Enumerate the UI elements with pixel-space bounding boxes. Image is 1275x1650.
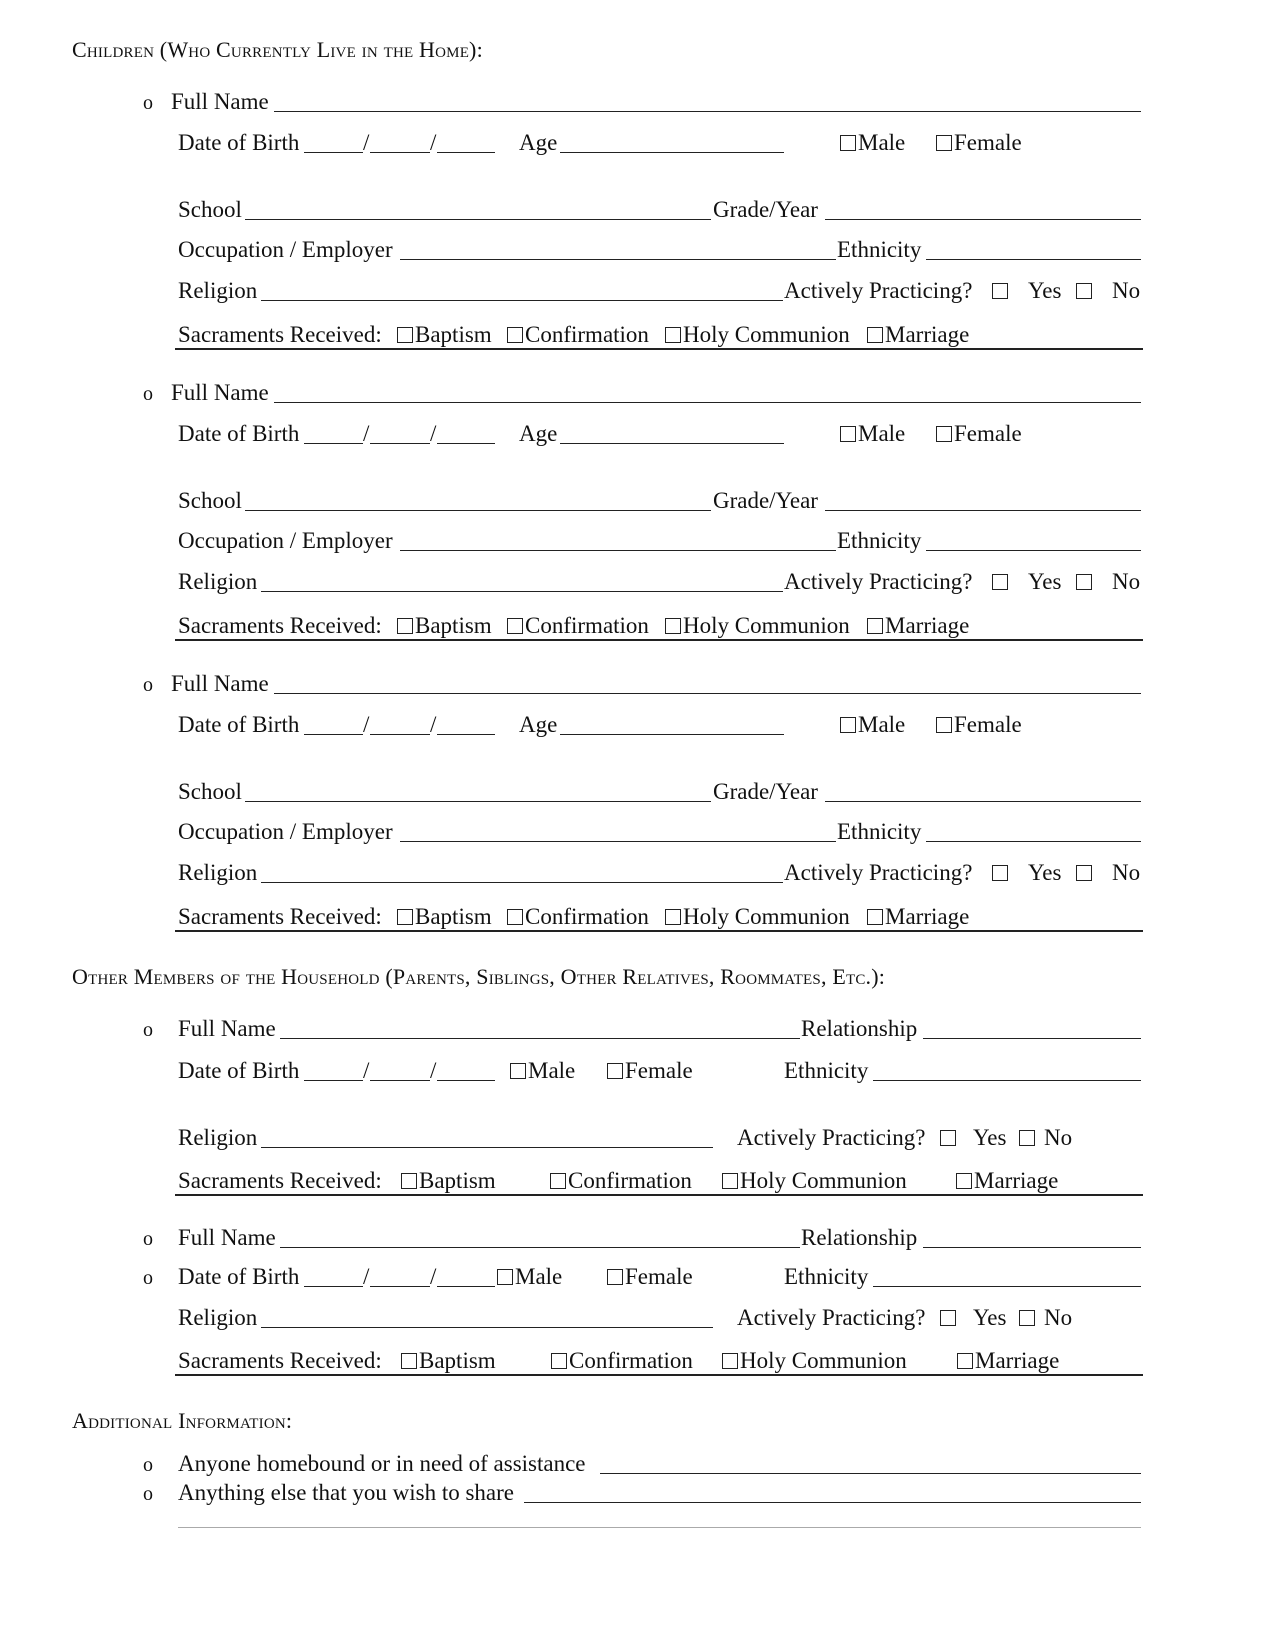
household-2-dob-day-field[interactable] xyxy=(370,1286,430,1287)
checkbox-icon[interactable] xyxy=(722,1353,738,1369)
child-2-communion-checkbox[interactable] xyxy=(665,614,850,637)
household-2-confirmation-checkbox-label: Confirmation xyxy=(569,1348,693,1373)
child-1-occupation-label: Occupation / Employer xyxy=(178,237,393,262)
household-1-dob-month-field[interactable] xyxy=(304,1080,363,1081)
child-3-baptism-checkbox-label: Baptism xyxy=(415,904,492,929)
household-2-no-label: No xyxy=(1044,1305,1073,1330)
child-2-religion-label: Religion xyxy=(178,569,258,594)
child-2-female-checkbox-label: Female xyxy=(954,421,1022,446)
child-1-marriage-checkbox-label: Marriage xyxy=(885,322,970,347)
child-1-male-checkbox[interactable] xyxy=(840,131,905,154)
bullet-circle-icon: o xyxy=(143,383,153,405)
checkbox-icon[interactable] xyxy=(607,1269,623,1285)
child-3-school-label: School xyxy=(178,779,242,804)
child-2-male-checkbox[interactable] xyxy=(840,422,905,445)
household-2-sacraments-label: Sacraments Received: xyxy=(178,1348,382,1373)
bullet-circle-icon: o xyxy=(143,674,153,696)
child-3-no-label: No xyxy=(1112,860,1141,885)
checkbox-icon[interactable] xyxy=(1019,1130,1035,1146)
checkbox-icon[interactable] xyxy=(510,1063,526,1079)
child-1-male-checkbox-label: Male xyxy=(858,130,906,155)
dob-separator: / xyxy=(430,421,437,446)
household-2-practicing-label: Actively Practicing? xyxy=(737,1305,926,1330)
child-2-divider xyxy=(175,639,1143,641)
household-1-practicing-yes-checkbox[interactable] xyxy=(940,1126,958,1149)
child-2-dob-day-field[interactable] xyxy=(370,443,430,444)
household-2-dob-label: Date of Birth xyxy=(178,1264,300,1289)
checkbox-icon[interactable] xyxy=(497,1269,513,1285)
child-1-ethnicity-field[interactable] xyxy=(926,259,1141,260)
child-2-dob-year-field[interactable] xyxy=(437,443,495,444)
dob-separator: / xyxy=(363,1264,370,1289)
checkbox-icon[interactable] xyxy=(397,327,413,343)
child-3-grade-field[interactable] xyxy=(825,801,1141,802)
checkbox-icon[interactable] xyxy=(507,909,523,925)
household-1-baptism-checkbox-label: Baptism xyxy=(419,1168,496,1193)
child-1-full-name-field[interactable] xyxy=(274,111,1141,112)
child-3-baptism-checkbox[interactable] xyxy=(397,905,492,928)
checkbox-icon[interactable] xyxy=(936,717,952,733)
child-3-religion-field[interactable] xyxy=(261,882,783,883)
checkbox-icon[interactable] xyxy=(507,618,523,634)
child-1-divider xyxy=(175,348,1143,350)
child-2-ethnicity-label: Ethnicity xyxy=(837,528,922,553)
household-2-confirmation-checkbox[interactable] xyxy=(551,1349,693,1372)
checkbox-icon[interactable] xyxy=(397,618,413,634)
checkbox-icon[interactable] xyxy=(936,426,952,442)
child-3-sacraments-label: Sacraments Received: xyxy=(178,904,382,929)
household-2-divider xyxy=(175,1374,1143,1376)
child-3-practicing-label: Actively Practicing? xyxy=(784,860,973,885)
household-2-yes-label: Yes xyxy=(973,1305,1007,1330)
child-1-age-label: Age xyxy=(519,130,558,155)
household-1-practicing-label: Actively Practicing? xyxy=(737,1125,926,1150)
household-2-female-checkbox[interactable] xyxy=(607,1265,693,1288)
household-1-female-checkbox-label: Female xyxy=(625,1058,693,1083)
child-3-ethnicity-field[interactable] xyxy=(926,841,1141,842)
child-2-confirmation-checkbox[interactable] xyxy=(507,614,649,637)
dob-separator: / xyxy=(363,712,370,737)
child-2-practicing-no-checkbox[interactable] xyxy=(1076,570,1094,593)
household-2-dob-month-field[interactable] xyxy=(304,1286,363,1287)
child-1-baptism-checkbox-label: Baptism xyxy=(415,322,492,347)
child-1-ethnicity-label: Ethnicity xyxy=(837,237,922,262)
child-1-school-label: School xyxy=(178,197,242,222)
child-3-dob-label: Date of Birth xyxy=(178,712,300,737)
child-2-practicing-label: Actively Practicing? xyxy=(784,569,973,594)
checkbox-icon[interactable] xyxy=(992,865,1008,881)
child-1-grade-field[interactable] xyxy=(825,219,1141,220)
child-2-dob-month-field[interactable] xyxy=(304,443,363,444)
checkbox-icon[interactable] xyxy=(607,1063,623,1079)
child-1-yes-label: Yes xyxy=(1028,278,1062,303)
child-2-grade-label: Grade/Year xyxy=(713,488,818,513)
child-3-confirmation-checkbox[interactable] xyxy=(507,905,649,928)
child-2-yes-label: Yes xyxy=(1028,569,1062,594)
household-2-relationship-field[interactable] xyxy=(923,1247,1141,1248)
household-2-communion-checkbox-label: Holy Communion xyxy=(740,1348,907,1373)
child-3-female-checkbox[interactable] xyxy=(936,713,1022,736)
household-2-ethnicity-field[interactable] xyxy=(873,1286,1141,1287)
household-1-confirmation-checkbox-label: Confirmation xyxy=(568,1168,692,1193)
dob-separator: / xyxy=(363,421,370,446)
section-heading-children: Children (Who Currently Live in the Home): xyxy=(72,37,483,62)
child-1-dob-label: Date of Birth xyxy=(178,130,300,155)
household-1-sacraments-label: Sacraments Received: xyxy=(178,1168,382,1193)
bullet-circle-icon: o xyxy=(143,1483,153,1505)
checkbox-icon[interactable] xyxy=(665,327,681,343)
section-heading-household: Other Members of the Household (Parents, Siblings, Other Relatives, Roommates, Etc.): xyxy=(72,964,886,989)
child-2-ethnicity-field[interactable] xyxy=(926,550,1141,551)
child-3-occupation-field[interactable] xyxy=(400,841,836,842)
child-2-no-label: No xyxy=(1112,569,1141,594)
child-1-dob-day-field[interactable] xyxy=(370,152,430,153)
checkbox-icon[interactable] xyxy=(397,909,413,925)
checkbox-icon[interactable] xyxy=(722,1173,738,1189)
child-3-female-checkbox-label: Female xyxy=(954,712,1022,737)
child-3-male-checkbox-label: Male xyxy=(858,712,906,737)
checkbox-icon[interactable] xyxy=(867,909,883,925)
household-2-marriage-checkbox-label: Marriage xyxy=(975,1348,1060,1373)
checkbox-icon[interactable] xyxy=(956,1173,972,1189)
household-1-no-label: No xyxy=(1044,1125,1073,1150)
household-2-religion-label: Religion xyxy=(178,1305,258,1330)
checkbox-icon[interactable] xyxy=(992,283,1008,299)
child-1-female-checkbox-label: Female xyxy=(954,130,1022,155)
household-1-religion-field[interactable] xyxy=(261,1147,713,1148)
child-3-school-field[interactable] xyxy=(245,801,711,802)
child-2-marriage-checkbox-label: Marriage xyxy=(885,613,970,638)
section-heading-additional: Additional Information: xyxy=(72,1408,293,1433)
dob-separator: / xyxy=(430,130,437,155)
child-3-occupation-label: Occupation / Employer xyxy=(178,819,393,844)
checkbox-icon[interactable] xyxy=(551,1353,567,1369)
household-1-relationship-field[interactable] xyxy=(923,1038,1141,1039)
household-2-dob-year-field[interactable] xyxy=(437,1286,495,1287)
child-1-school-field[interactable] xyxy=(245,219,711,220)
household-1-male-checkbox-label: Male xyxy=(528,1058,576,1083)
household-1-communion-checkbox[interactable] xyxy=(722,1169,907,1192)
dob-separator: / xyxy=(430,1058,437,1083)
child-2-religion-field[interactable] xyxy=(261,591,783,592)
checkbox-icon[interactable] xyxy=(867,618,883,634)
checkbox-icon[interactable] xyxy=(665,909,681,925)
child-2-occupation-field[interactable] xyxy=(400,550,836,551)
child-2-practicing-yes-checkbox[interactable] xyxy=(992,570,1010,593)
child-1-religion-label: Religion xyxy=(178,278,258,303)
household-1-baptism-checkbox[interactable] xyxy=(401,1169,496,1192)
checkbox-icon[interactable] xyxy=(550,1173,566,1189)
checkbox-icon[interactable] xyxy=(936,135,952,151)
child-3-dob-month-field[interactable] xyxy=(304,734,363,735)
household-1-female-checkbox[interactable] xyxy=(607,1059,693,1082)
child-2-grade-field[interactable] xyxy=(825,510,1141,511)
household-1-confirmation-checkbox[interactable] xyxy=(550,1169,692,1192)
checkbox-icon[interactable] xyxy=(507,327,523,343)
child-3-yes-label: Yes xyxy=(1028,860,1062,885)
child-3-dob-day-field[interactable] xyxy=(370,734,430,735)
household-1-ethnicity-field[interactable] xyxy=(873,1080,1141,1081)
child-2-age-field[interactable] xyxy=(560,443,784,444)
household-2-practicing-no-checkbox[interactable] xyxy=(1019,1306,1037,1329)
additional-anything-else-field[interactable] xyxy=(524,1502,1141,1503)
household-1-relationship-label: Relationship xyxy=(801,1016,918,1041)
child-2-sacraments-label: Sacraments Received: xyxy=(178,613,382,638)
household-1-full-name-field[interactable] xyxy=(280,1038,800,1039)
household-2-marriage-checkbox[interactable] xyxy=(957,1349,1059,1372)
bullet-circle-icon: o xyxy=(143,1454,153,1476)
bullet-circle-icon: o xyxy=(143,1228,153,1250)
child-3-practicing-yes-checkbox[interactable] xyxy=(992,861,1010,884)
child-2-confirmation-checkbox-label: Confirmation xyxy=(525,613,649,638)
child-1-dob-month-field[interactable] xyxy=(304,152,363,153)
checkbox-icon[interactable] xyxy=(1076,865,1092,881)
child-1-practicing-label: Actively Practicing? xyxy=(784,278,973,303)
child-1-confirmation-checkbox-label: Confirmation xyxy=(525,322,649,347)
household-2-religion-field[interactable] xyxy=(261,1327,713,1328)
checkbox-icon[interactable] xyxy=(1076,574,1092,590)
household-2-relationship-label: Relationship xyxy=(801,1225,918,1250)
household-2-ethnicity-label: Ethnicity xyxy=(784,1264,869,1289)
checkbox-icon[interactable] xyxy=(957,1353,973,1369)
child-3-communion-checkbox[interactable] xyxy=(665,905,850,928)
child-1-grade-label: Grade/Year xyxy=(713,197,818,222)
dob-separator: / xyxy=(363,1058,370,1083)
child-2-full-name-field[interactable] xyxy=(274,402,1141,403)
checkbox-icon[interactable] xyxy=(1076,283,1092,299)
household-1-dob-label: Date of Birth xyxy=(178,1058,300,1083)
child-3-ethnicity-label: Ethnicity xyxy=(837,819,922,844)
checkbox-icon[interactable] xyxy=(401,1173,417,1189)
checkbox-icon[interactable] xyxy=(940,1310,956,1326)
household-1-full-name-label: Full Name xyxy=(178,1016,276,1041)
child-3-marriage-checkbox-label: Marriage xyxy=(885,904,970,929)
child-1-communion-checkbox-label: Holy Communion xyxy=(683,322,850,347)
child-2-baptism-checkbox-label: Baptism xyxy=(415,613,492,638)
additional-homebound-label: Anyone homebound or in need of assistance xyxy=(178,1451,586,1476)
bullet-circle-icon: o xyxy=(143,1267,153,1289)
checkbox-icon[interactable] xyxy=(665,618,681,634)
child-2-school-field[interactable] xyxy=(245,510,711,511)
bullet-circle-icon: o xyxy=(143,92,153,114)
household-1-marriage-checkbox[interactable] xyxy=(956,1169,1058,1192)
household-2-communion-checkbox[interactable] xyxy=(722,1349,907,1372)
household-1-yes-label: Yes xyxy=(973,1125,1007,1150)
child-1-baptism-checkbox[interactable] xyxy=(397,323,492,346)
child-1-full-name-label: Full Name xyxy=(171,89,269,114)
child-1-communion-checkbox[interactable] xyxy=(665,323,850,346)
additional-homebound-field[interactable] xyxy=(600,1473,1141,1474)
checkbox-icon[interactable] xyxy=(992,574,1008,590)
child-1-occupation-field[interactable] xyxy=(400,259,836,260)
child-1-sacraments-label: Sacraments Received: xyxy=(178,322,382,347)
child-2-female-checkbox[interactable] xyxy=(936,422,1022,445)
child-2-full-name-label: Full Name xyxy=(171,380,269,405)
checkbox-icon[interactable] xyxy=(840,426,856,442)
child-3-practicing-no-checkbox[interactable] xyxy=(1076,861,1094,884)
child-1-confirmation-checkbox[interactable] xyxy=(507,323,649,346)
child-3-full-name-label: Full Name xyxy=(171,671,269,696)
household-1-divider xyxy=(175,1194,1143,1196)
child-2-male-checkbox-label: Male xyxy=(858,421,906,446)
additional-anything-else-label: Anything else that you wish to share xyxy=(178,1480,515,1505)
child-2-dob-label: Date of Birth xyxy=(178,421,300,446)
child-1-practicing-no-checkbox[interactable] xyxy=(1076,279,1094,302)
household-1-religion-label: Religion xyxy=(178,1125,258,1150)
child-3-confirmation-checkbox-label: Confirmation xyxy=(525,904,649,929)
child-2-communion-checkbox-label: Holy Communion xyxy=(683,613,850,638)
household-2-baptism-checkbox[interactable] xyxy=(401,1349,496,1372)
child-3-full-name-field[interactable] xyxy=(274,693,1141,694)
household-1-practicing-no-checkbox[interactable] xyxy=(1019,1126,1037,1149)
child-1-female-checkbox[interactable] xyxy=(936,131,1022,154)
household-1-ethnicity-label: Ethnicity xyxy=(784,1058,869,1083)
child-1-no-label: No xyxy=(1112,278,1141,303)
child-3-age-field[interactable] xyxy=(560,734,784,735)
child-3-dob-year-field[interactable] xyxy=(437,734,495,735)
household-2-female-checkbox-label: Female xyxy=(625,1264,693,1289)
bullet-circle-icon: o xyxy=(143,1019,153,1041)
child-2-occupation-label: Occupation / Employer xyxy=(178,528,393,553)
child-1-dob-year-field[interactable] xyxy=(437,152,495,153)
child-3-religion-label: Religion xyxy=(178,860,258,885)
child-2-marriage-checkbox[interactable] xyxy=(867,614,969,637)
household-1-communion-checkbox-label: Holy Communion xyxy=(740,1168,907,1193)
child-1-marriage-checkbox[interactable] xyxy=(867,323,969,346)
household-2-full-name-label: Full Name xyxy=(178,1225,276,1250)
child-1-age-field[interactable] xyxy=(560,152,784,153)
household-2-full-name-field[interactable] xyxy=(280,1247,800,1248)
household-2-male-checkbox-label: Male xyxy=(515,1264,563,1289)
checkbox-icon[interactable] xyxy=(401,1353,417,1369)
dob-separator: / xyxy=(363,130,370,155)
household-2-practicing-yes-checkbox[interactable] xyxy=(940,1306,958,1329)
child-3-divider xyxy=(175,930,1143,932)
child-2-age-label: Age xyxy=(519,421,558,446)
checkbox-icon[interactable] xyxy=(867,327,883,343)
dob-separator: / xyxy=(430,1264,437,1289)
household-2-male-checkbox[interactable] xyxy=(497,1265,562,1288)
child-2-baptism-checkbox[interactable] xyxy=(397,614,492,637)
checkbox-icon[interactable] xyxy=(840,717,856,733)
household-1-male-checkbox[interactable] xyxy=(510,1059,575,1082)
child-3-marriage-checkbox[interactable] xyxy=(867,905,969,928)
child-3-male-checkbox[interactable] xyxy=(840,713,905,736)
checkbox-icon[interactable] xyxy=(1019,1310,1035,1326)
household-1-marriage-checkbox-label: Marriage xyxy=(974,1168,1059,1193)
child-3-communion-checkbox-label: Holy Communion xyxy=(683,904,850,929)
checkbox-icon[interactable] xyxy=(840,135,856,151)
household-1-dob-year-field[interactable] xyxy=(437,1080,495,1081)
child-2-school-label: School xyxy=(178,488,242,513)
dob-separator: / xyxy=(430,712,437,737)
checkbox-icon[interactable] xyxy=(940,1130,956,1146)
child-3-age-label: Age xyxy=(519,712,558,737)
child-3-grade-label: Grade/Year xyxy=(713,779,818,804)
additional-extra-line xyxy=(178,1527,1141,1528)
child-1-religion-field[interactable] xyxy=(261,300,783,301)
household-1-dob-day-field[interactable] xyxy=(370,1080,430,1081)
household-2-baptism-checkbox-label: Baptism xyxy=(419,1348,496,1373)
child-1-practicing-yes-checkbox[interactable] xyxy=(992,279,1010,302)
